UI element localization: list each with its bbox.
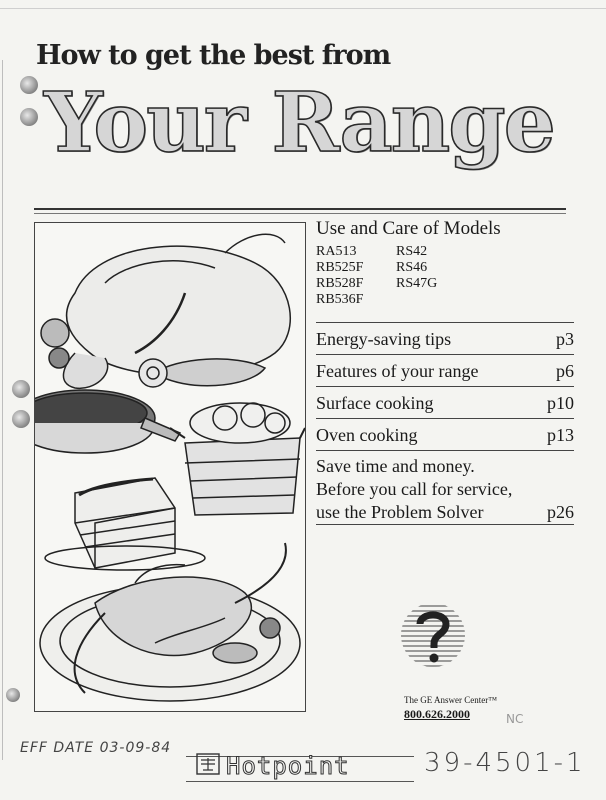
toc-entry-page: p26 — [547, 502, 574, 522]
hotpoint-logo-icon — [196, 752, 220, 776]
solver-line: use the Problem Solver — [316, 502, 484, 522]
faint-stamp: NC — [506, 712, 524, 726]
solver-line: Save time and money. — [316, 456, 475, 476]
answer-center-phone: 800.626.2000 — [404, 707, 470, 721]
toc-entry-oven-cooking — [316, 419, 574, 451]
model-number: RS47G — [396, 276, 438, 291]
table-of-contents — [316, 218, 574, 525]
header-rule — [34, 208, 566, 210]
cover-headline: How to get the best from — [36, 40, 391, 71]
toc-entry-problem-solver — [316, 451, 574, 525]
model-number: RB536F — [316, 292, 364, 307]
solver-last-line — [316, 501, 574, 524]
toc-entry-energy-saving — [316, 322, 574, 355]
model-number: RA513 — [316, 244, 357, 259]
model-number: RS46 — [396, 260, 428, 275]
toc-entry-page: p3 — [556, 329, 574, 349]
binder-hole — [12, 380, 30, 398]
toc-entry-features — [316, 355, 574, 387]
question-mark-globe-icon — [398, 600, 468, 670]
document-number-handwritten: 39-4501-1 — [424, 748, 586, 778]
toc-entry-page: p10 — [547, 393, 574, 413]
toc-entry-surface-cooking — [316, 387, 574, 419]
answer-center-label: The GE Answer Center™ — [404, 695, 498, 705]
models-heading: Use and Care of Models — [316, 218, 501, 239]
cover-title: Your Range — [44, 75, 554, 171]
solver-line: Before you call for service, — [316, 479, 513, 499]
hotpoint-brand: Hotpoint — [226, 752, 350, 780]
toc-entry-label: Surface cooking — [316, 393, 434, 413]
toc-entry-page: p13 — [547, 425, 574, 445]
food-illustration — [34, 222, 306, 712]
scan-edge — [0, 8, 606, 9]
binder-hole — [12, 410, 30, 428]
binder-hole — [6, 688, 20, 702]
scan-edge-left — [2, 60, 3, 760]
binder-hole — [20, 76, 38, 94]
model-list — [316, 244, 574, 308]
toc-entry-label: Oven cooking — [316, 425, 418, 445]
food-illustration-drawing — [35, 223, 305, 711]
toc-entry-label: Energy-saving tips — [316, 329, 452, 349]
binder-hole — [20, 108, 38, 126]
effective-date-handwritten: EFF DATE 03-09-84 — [20, 740, 172, 756]
toc-entry-label: Features of your range — [316, 361, 479, 381]
model-number: RS42 — [396, 244, 428, 259]
model-number: RB525F — [316, 260, 364, 275]
header-rule-thin — [34, 213, 566, 214]
model-number: RB528F — [316, 276, 364, 291]
toc-entry-page: p6 — [556, 361, 574, 381]
